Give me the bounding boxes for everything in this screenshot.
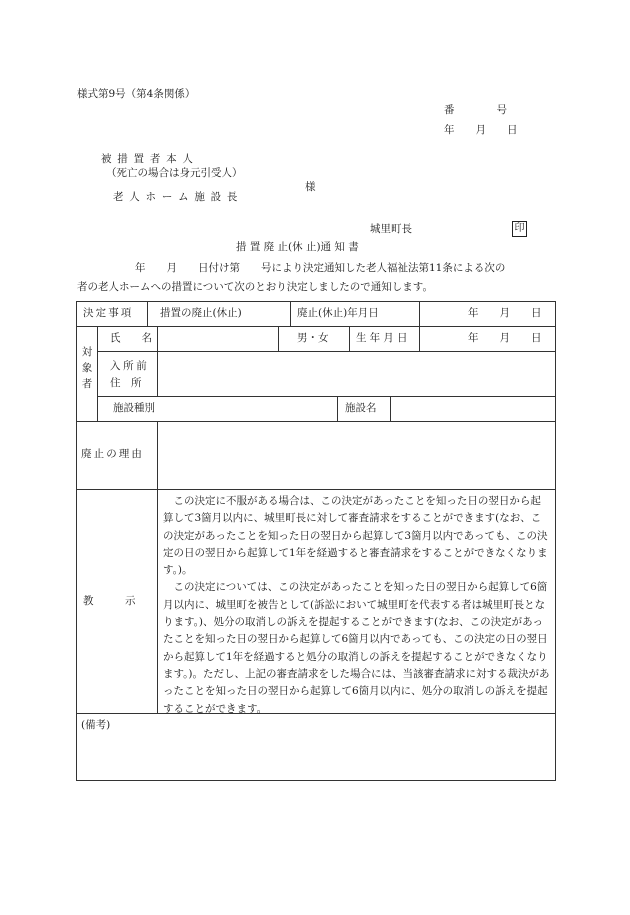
sex-value: 男・女: [297, 332, 329, 344]
date-label: 年 月 日: [444, 124, 518, 136]
intro-line2: 者の老人ホームへの措置について次のとおり決定しましたので通知します。: [77, 281, 433, 293]
decision-value: 措置の廃止(休止): [160, 307, 242, 319]
intro-line1: 年 月 日付け第 号により決定通知した老人福祉法第11条による次の: [135, 262, 506, 274]
instruction-label: 教 示: [83, 595, 136, 607]
table-rule: [157, 421, 158, 713]
instruction-text: [163, 493, 551, 718]
table-rule: [419, 301, 420, 351]
facility-name-label: 施設名: [345, 402, 377, 414]
table-rule: [76, 421, 556, 422]
table-rule: [349, 326, 350, 351]
document-title: 措 置 廃 止(休 止)通 知 書: [236, 241, 359, 253]
recipient-line3: 老人ホーム施設長: [113, 191, 244, 203]
table-rule: [76, 489, 556, 490]
table-rule: [278, 326, 279, 351]
table-rule: [147, 301, 148, 326]
table-rule: [390, 396, 391, 421]
subject-label: 対象者: [81, 346, 93, 390]
address-label-2: 住 所: [110, 377, 142, 389]
recipient-line2: （死亡の場合は身元引受人）: [106, 167, 243, 179]
table-rule: [157, 326, 158, 396]
table-rule: [97, 326, 98, 421]
stop-date-value: 年 月 日: [468, 307, 542, 319]
table-rule: [76, 326, 556, 327]
seal-mark: 印: [512, 221, 527, 237]
birth-label: 生年月日: [356, 332, 411, 344]
table-rule: [290, 301, 291, 326]
reason-label: 廃止の理由: [81, 448, 144, 460]
table-rule: [337, 396, 338, 421]
decision-label: 決定事項: [83, 307, 134, 319]
table-rule: [97, 351, 556, 352]
name-label: 氏 名: [110, 332, 152, 344]
form-id: 様式第9号（第4条関係）: [77, 88, 196, 100]
stop-date-label: 廃止(休止)年月日: [297, 307, 379, 319]
birth-date-value: 年 月 日: [468, 332, 542, 344]
issuer-name: 城里町長: [370, 223, 412, 235]
remarks-label: (備考): [81, 719, 111, 731]
address-label-1: 入所前: [110, 360, 150, 372]
recipient-line1: 被措置者本人: [101, 153, 199, 165]
number-label: 番 号: [444, 104, 507, 116]
instruction-paragraph-2: この決定については、この決定があったことを知った日の翌日から起算して6箇月以内に、城里町を被告として(訴訟において城里町を代表する者は城里町長となります。)、処分の取消しの訴えを提起することができます(なお、この決定があったことを知った日の翌日から起算して6箇月以内であっても、この決定の日の翌日から起算して1年を経過すると処分の取消しの訴えを提起することができなくなります。)。ただし、上記の審査請求をした場合には、当該審査請求に対する裁決があったことを知った日の翌日から起算して6箇月以内に、処分の取消しの訴えを提起することができます。: [163, 581, 550, 715]
facility-type-label: 施設種別: [113, 402, 155, 414]
recipient-honorific: 様: [305, 181, 316, 193]
table-rule: [97, 396, 556, 397]
instruction-paragraph-1: この決定に不服がある場合は、この決定があったことを知った日の翌日から起算して3箇月以内に、城里町長に対して審査請求をすることができます(なお、この決定があったことを知った日の翌日から起算して3箇月以内であっても、この決定の日の翌日から起算して1年を経過すると審査請求をすることができなくなります。)。: [163, 495, 548, 577]
